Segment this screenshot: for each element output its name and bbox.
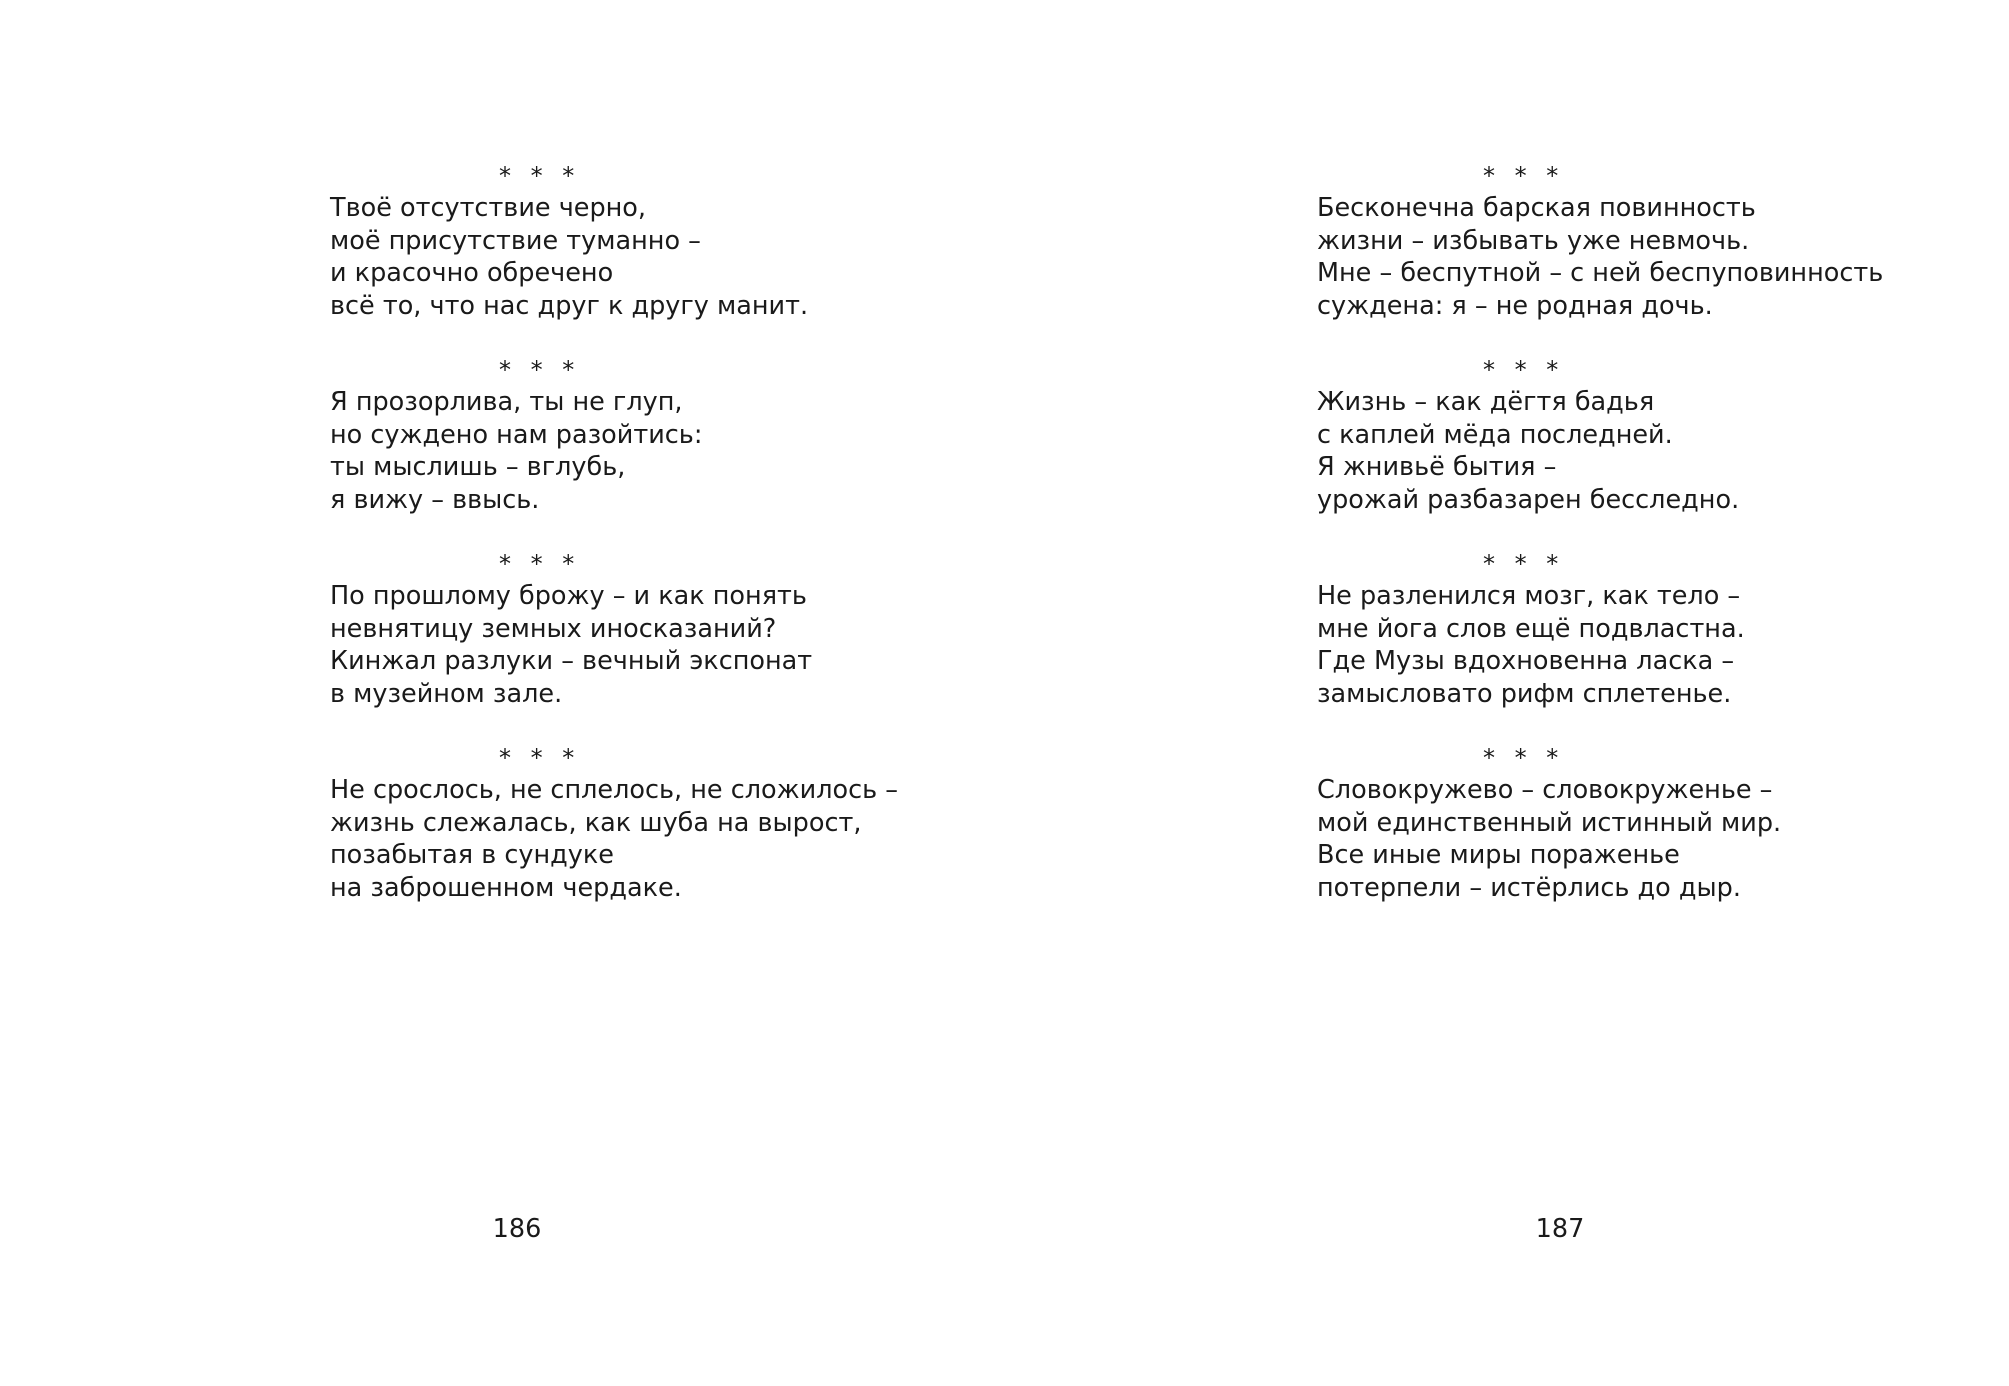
poem-line: невнятицу земных иносказаний?: [330, 613, 777, 644]
poem-line: потерпели – истёрлись до дыр.: [1317, 872, 1741, 903]
poem-line: Где Музы вдохновенна ласка –: [1317, 646, 1735, 676]
poem-line: замысловато рифм сплетенье.: [1317, 678, 1732, 709]
poem-line: урожай разбазарен бесследно.: [1317, 484, 1740, 515]
poem-line: мне йога слов ещё подвластна.: [1317, 613, 1745, 644]
poem-line: жизни – избывать уже невмочь.: [1317, 225, 1750, 256]
poem-line: суждена: я – не родная дочь.: [1317, 290, 1713, 321]
poem-line: По прошлому брожу – и как понять: [330, 581, 807, 611]
poem-line: на заброшенном чердаке.: [330, 872, 682, 903]
poem-line: Твоё отсутствие черно,: [330, 193, 647, 223]
poem: [1317, 548, 1883, 710]
poem-separator: * * *: [1483, 550, 1565, 578]
poem-line: Все иные миры пораженье: [1317, 840, 1680, 870]
poem-line: жизнь слежалась, как шуба на вырост,: [330, 807, 862, 838]
poem-line: Не срослось, не сплелось, не сложилось –: [330, 775, 898, 805]
poem: [1317, 160, 1883, 322]
page-number: 186: [492, 1214, 542, 1244]
poem-line: в музейном зале.: [330, 678, 563, 709]
poem-line: Словокружево – словокруженье –: [1317, 775, 1773, 805]
poem-line: я вижу – ввысь.: [330, 484, 540, 515]
poem-line: Мне – беспутной – с ней беспуповинность: [1317, 258, 1884, 288]
left-page: [0, 0, 1004, 1386]
poem-line: Не разленился мозг, как тело –: [1317, 581, 1741, 611]
right-page: [1004, 0, 2009, 1386]
poem-separator: * * *: [499, 744, 581, 772]
poem: [1317, 354, 1883, 516]
poem-separator: * * *: [1483, 356, 1565, 384]
poem-separator: * * *: [499, 162, 581, 190]
poem: [330, 160, 898, 322]
poem-line: позабытая в сундуке: [330, 840, 614, 870]
poem-line: Бесконечна барская повинность: [1317, 193, 1756, 223]
poem-line: мой единственный истинный мир.: [1317, 807, 1782, 838]
page-number: 187: [1535, 1214, 1585, 1244]
poem-separator: * * *: [1483, 162, 1565, 190]
poem-separator: * * *: [499, 550, 581, 578]
poem: [330, 548, 898, 710]
poem-line: с каплей мёда последней.: [1317, 419, 1673, 450]
poem-separator: * * *: [499, 356, 581, 384]
poem-line: моё присутствие туманно –: [330, 225, 701, 256]
poem-line: Жизнь – как дёгтя бадья: [1317, 387, 1655, 417]
poem-line: Кинжал разлуки – вечный экспонат: [330, 646, 813, 676]
left-poems: [330, 160, 898, 936]
poem: [330, 742, 898, 904]
poem-line: всё то, что нас друг к другу манит.: [330, 290, 809, 321]
poem: [330, 354, 898, 516]
poem-separator: * * *: [1483, 744, 1565, 772]
poem-line: но суждено нам разойтись:: [330, 419, 703, 450]
poem-line: Я прозорлива, ты не глуп,: [330, 387, 683, 417]
poem: [1317, 742, 1883, 904]
right-poems: [1317, 160, 1883, 936]
poem-line: Я жнивьё бытия –: [1317, 452, 1557, 482]
poem-line: и красочно обречено: [330, 258, 614, 288]
poem-line: ты мыслишь – вглубь,: [330, 452, 626, 482]
